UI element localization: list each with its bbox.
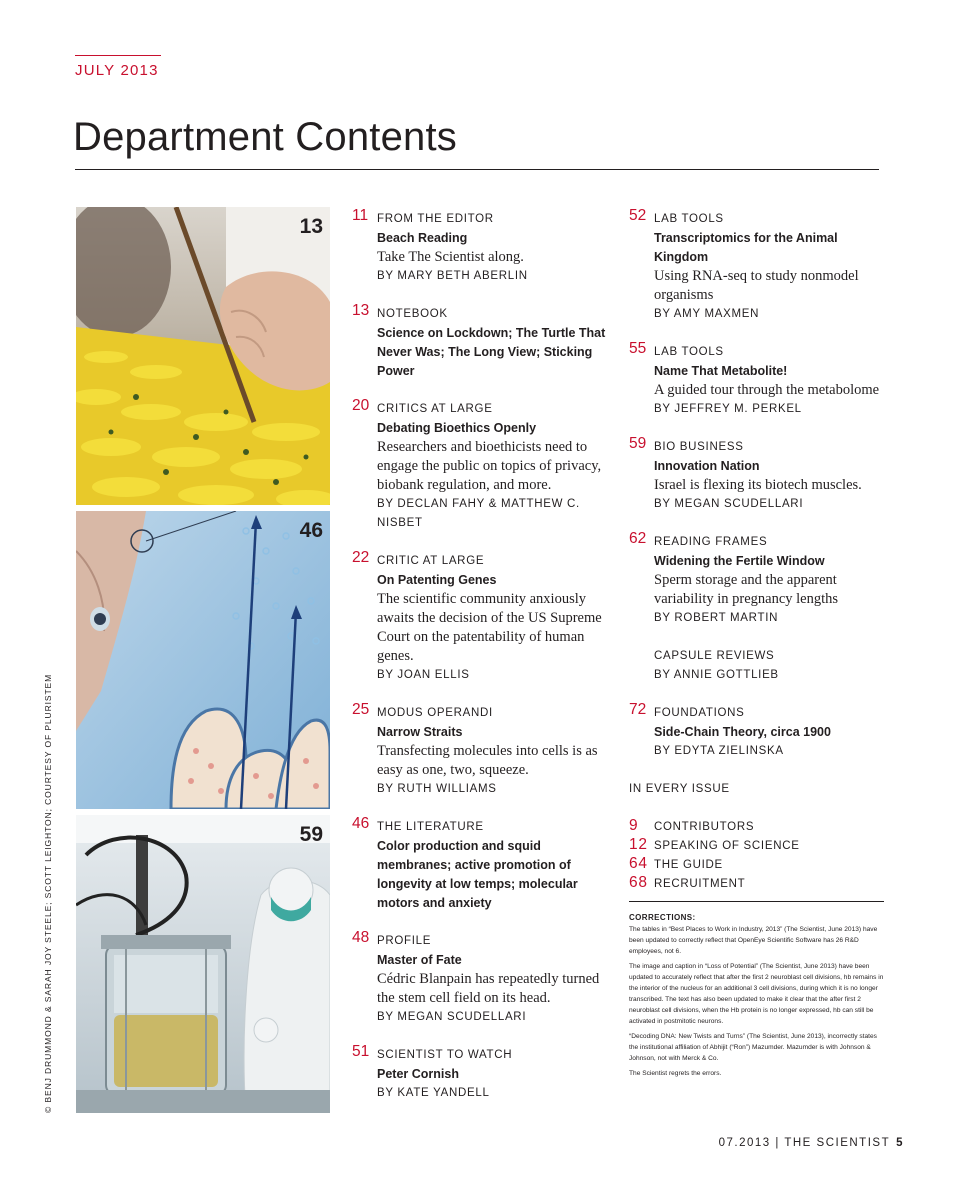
photo-page-number: 46 [299, 519, 323, 542]
toc-entry[interactable] [352, 207, 612, 286]
entry-page-number: 13 [352, 302, 370, 319]
footer-page-number: 5 [896, 1137, 904, 1149]
toc-entry[interactable] [352, 929, 612, 1027]
toc-entry[interactable] [629, 701, 889, 761]
entry-byline: BY RUTH WILLIAMS [377, 783, 497, 795]
corrections-paragraph: The image and caption in “Loss of Potential” (The Scientist, June 2013) have been updated to accurately reflect that after the first 2 neuroblast cell divisions, hb remains in the interior of the nucleus for an additional 3 cell divisions, during which it is no longer transcribed. The text has also been updated to make it clear that the after first 2 neuroblast cell divisions, when the Hb protein is no longer expressed, hb can still be activated in postmitotic neurons. [629, 963, 884, 1025]
title-rule [75, 169, 879, 170]
every-issue-item[interactable] [629, 856, 889, 875]
toc-entry[interactable] [352, 815, 612, 913]
entry-section: READING FRAMES [654, 536, 768, 548]
corrections-box [629, 912, 885, 1079]
entry-page-number: 64 [629, 855, 648, 872]
entry-page-number: 59 [629, 435, 647, 452]
toc-entry[interactable] [352, 549, 612, 685]
photo-bioreactor [76, 815, 330, 1113]
toc-entry[interactable] [352, 397, 612, 533]
every-issue-label: IN EVERY ISSUE [629, 783, 730, 795]
corrections-paragraph: The Scientist regrets the errors. [629, 1070, 722, 1077]
entry-section: MODUS OPERANDI [377, 707, 493, 719]
every-issue-item[interactable] [629, 818, 889, 837]
every-issue-item-label: SPEAKING OF SCIENCE [654, 840, 800, 852]
entry-headline: Side-Chain Theory, circa 1900 [654, 725, 831, 739]
entry-headline: On Patenting Genes [377, 573, 497, 587]
entry-page-number: 46 [352, 815, 370, 832]
entry-page-number: 11 [352, 207, 369, 224]
entry-description: The scientific community anxiously awaits the decision of the US Supreme Court on the patentability of human genes. [377, 591, 602, 664]
entry-byline: BY ANNIE GOTTLIEB [654, 669, 779, 681]
page-title: Department Contents [73, 115, 457, 159]
entry-description: Researchers and bioethicists need to engage the public on topics of privacy, biobank regulation, and more. [377, 439, 602, 493]
entry-section: THE LITERATURE [377, 821, 484, 833]
entry-headline: Narrow Straits [377, 725, 463, 739]
entry-byline: BY JEFFREY M. PERKEL [654, 403, 802, 415]
entry-page-number: 52 [629, 207, 647, 224]
entry-section: NOTEBOOK [377, 308, 448, 320]
contents-column-2 [629, 207, 889, 1083]
squid-membrane-illustration [76, 511, 330, 809]
entry-description: Sperm storage and the apparent variability in pregnancy lengths [654, 572, 839, 607]
entry-page-number: 72 [629, 701, 647, 718]
toc-entry[interactable] [629, 207, 889, 324]
entry-section: FROM THE EDITOR [377, 213, 494, 225]
entry-page-number: 62 [629, 530, 647, 547]
entry-section: CRITIC AT LARGE [377, 555, 485, 567]
footer-issue-label: 07.2013 | THE SCIENTIST [718, 1137, 891, 1149]
corrections-paragraph: The tables in “Best Places to Work in Industry, 2013” (The Scientist, June 2013) have been updated to correctly reflect that OpenEye Scientific Software has 26 R&D employees, not 6. [629, 926, 878, 955]
corrections-paragraph: “Decoding DNA: New Twists and Turns” (The Scientist, June 2013), incorrectly states the institutional affiliation of Abhijit (“Ron”) Mazumder. Mazumder is with Johnson & Johnson, not with Merck & Co. [629, 1033, 877, 1062]
toc-entry[interactable] [629, 647, 889, 685]
entry-byline: BY MARY BETH ABERLIN [377, 270, 528, 282]
entry-page-number: 9 [629, 817, 639, 834]
entry-section: LAB TOOLS [654, 213, 724, 225]
entry-page-number: 20 [352, 397, 370, 414]
toc-entry[interactable] [629, 435, 889, 514]
entry-section: BIO BUSINESS [654, 441, 744, 453]
entry-headline: Science on Lockdown; The Turtle That Never Was; The Long View; Sticking Power [377, 326, 606, 378]
photo-page-number: 59 [299, 823, 323, 846]
every-issue-item[interactable] [629, 875, 889, 894]
entry-section: CRITICS AT LARGE [377, 403, 493, 415]
entry-headline: Name That Metabolite! [654, 364, 788, 378]
corrections-title: CORRECTIONS: [629, 913, 696, 922]
entry-section: PROFILE [377, 935, 432, 947]
entry-headline: Peter Cornish [377, 1067, 459, 1081]
entry-description: Cédric Blanpain has repeatedly turned the stem cell field on its head. [377, 971, 600, 1006]
entry-section: LAB TOOLS [654, 346, 724, 358]
toc-entry[interactable] [352, 302, 612, 381]
entry-byline: BY KATE YANDELL [377, 1087, 490, 1099]
bioreactor-illustration [76, 815, 330, 1113]
entry-headline: Color production and squid membranes; active promotion of longevity at low temps; molecular motors and anxiety [377, 839, 578, 910]
entry-headline: Innovation Nation [654, 459, 760, 473]
seedlings-illustration [76, 207, 330, 505]
photo-seedlings [76, 207, 330, 505]
entry-page-number: 48 [352, 929, 370, 946]
every-issue-item[interactable] [629, 837, 889, 856]
entry-section: CAPSULE REVIEWS [654, 650, 775, 662]
photo-squid-membrane [76, 511, 330, 809]
entry-section: FOUNDATIONS [654, 707, 745, 719]
entry-description: Using RNA-seq to study nonmodel organisms [654, 268, 859, 303]
toc-entry[interactable] [352, 701, 612, 799]
entry-byline: BY ROBERT MARTIN [654, 612, 779, 624]
entry-page-number: 68 [629, 874, 648, 891]
contents-column-1 [352, 207, 612, 1103]
page-footer [719, 1137, 904, 1149]
entry-page-number: 22 [352, 549, 370, 566]
every-issue-list [629, 818, 889, 894]
toc-entry[interactable] [352, 1043, 612, 1103]
photo-page-number: 13 [299, 215, 323, 238]
issue-date: JULY 2013 [75, 62, 159, 79]
entry-headline: Beach Reading [377, 231, 468, 245]
corrections-rule [629, 901, 884, 902]
entry-byline: BY DECLAN FAHY & MATTHEW C. NISBET [377, 498, 580, 529]
entry-description: A guided tour through the metabolome [654, 382, 880, 398]
every-issue-item-label: THE GUIDE [654, 859, 723, 871]
entry-description: Israel is flexing its biotech muscles. [654, 477, 862, 493]
entry-page-number: 12 [629, 836, 648, 853]
entry-description: Take The Scientist along. [377, 249, 524, 265]
entry-byline: BY MEGAN SCUDELLARI [654, 498, 804, 510]
toc-entry[interactable] [629, 340, 889, 419]
entry-byline: BY AMY MAXMEN [654, 308, 760, 320]
entry-page-number: 55 [629, 340, 647, 357]
entry-byline: BY MEGAN SCUDELLARI [377, 1011, 527, 1023]
every-issue-item-label: RECRUITMENT [654, 878, 746, 890]
entry-page-number: 25 [352, 701, 370, 718]
entry-byline: BY EDYTA ZIELINSKA [654, 745, 784, 757]
entry-headline: Transcriptomics for the Animal Kingdom [654, 231, 838, 264]
entry-headline: Widening the Fertile Window [654, 554, 825, 568]
issue-date-rule [75, 55, 161, 56]
every-issue-item-label: CONTRIBUTORS [654, 821, 755, 833]
photo-credit: © BENJ DRUMMOND & SARAH JOY STEELE; SCOTT LEIGHTON; COURTESY OF PLURISTEM [43, 673, 53, 1113]
entry-section: SCIENTIST TO WATCH [377, 1049, 513, 1061]
entry-page-number: 51 [352, 1043, 370, 1060]
entry-headline: Debating Bioethics Openly [377, 421, 537, 435]
entry-byline: BY JOAN ELLIS [377, 669, 470, 681]
toc-entry[interactable] [629, 530, 889, 628]
entry-headline: Master of Fate [377, 953, 462, 967]
entry-description: Transfecting molecules into cells is as easy as one, two, squeeze. [377, 743, 598, 778]
